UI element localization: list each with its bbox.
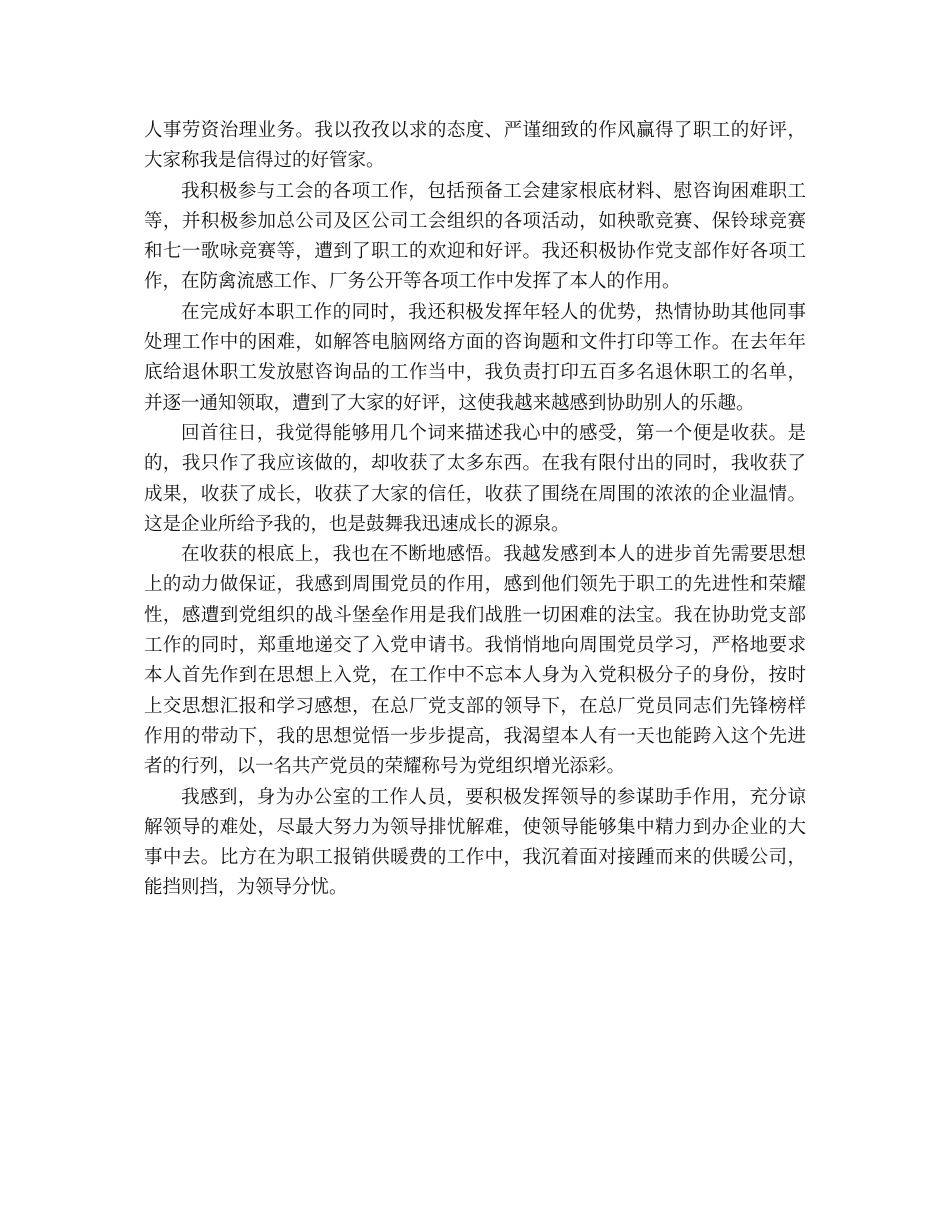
paragraph-4: 回首往日，我觉得能够用几个词来描述我心中的感受，第一个便是收获。是的，我只作了我应该做的，却收获了太多东西。在我有限付出的同时，我收获了成果，收获了成长，收获了大家的信任，收获了围绕在周围的浓浓的企业温情。这是企业所给予我的，也是鼓舞我迅速成长的源泉。	[144, 422, 806, 535]
paragraph-1: 人事劳资治理业务。我以孜孜以求的态度、严谨细致的作风赢得了职工的好评，大家称我是信得过的好管家。	[144, 120, 806, 172]
paragraph-6: 我感到，身为办公室的工作人员，要积极发挥领导的参谋助手作用，充分谅解领导的难处，尽最大努力为领导排忧解难，使领导能够集中精力到办企业的大事中去。比方在为职工报销供暖费的工作中，我沉着面对接踵而来的供暖公司，能挡则挡，为领导分忧。	[144, 786, 806, 899]
paragraph-5: 在收获的根底上，我也在不断地感悟。我越发感到本人的进步首先需要思想上的动力做保证，我感到周围党员的作用，感到他们领先于职工的先进性和荣耀性，感遭到党组织的战斗堡垒作用是我们战胜一切困难的法宝。我在协助党支部工作的同时，郑重地递交了入党申请书。我悄悄地向周围党员学习，严格地要求本人首先作到在思想上入党，在工作中不忘本人身为入党积极分子的身份，按时上交思想汇报和学习感想，在总厂党支部的领导下，在总厂党员同志们先锋榜样作用的带动下，我的思想觉悟一步步提高，我渴望本人有一天也能跨入这个先进者的行列，以一名共产党员的荣耀称号为党组织增光添彩。	[144, 544, 806, 778]
paragraph-2: 我积极参与工会的各项工作，包括预备工会建家根底材料、慰咨询困难职工等，并积极参加总公司及区公司工会组织的各项活动，如秧歌竞赛、保铃球竞赛和七一歌咏竞赛等，遭到了职工的欢迎和好评。我还积极协作党支部作好各项工作，在防禽流感工作、厂务公开等各项工作中发挥了本人的作用。	[144, 180, 806, 293]
paragraph-3: 在完成好本职工作的同时，我还积极发挥年轻人的优势，热情协助其他同事处理工作中的困难，如解答电脑网络方面的咨询题和文件打印等工作。在去年年底给退休职工发放慰咨询品的工作当中，我负责打印五百多名退休职工的名单，并逐一通知领取，遭到了大家的好评，这使我越来越感到协助别人的乐趣。	[144, 301, 806, 414]
document-body	[144, 116, 806, 904]
